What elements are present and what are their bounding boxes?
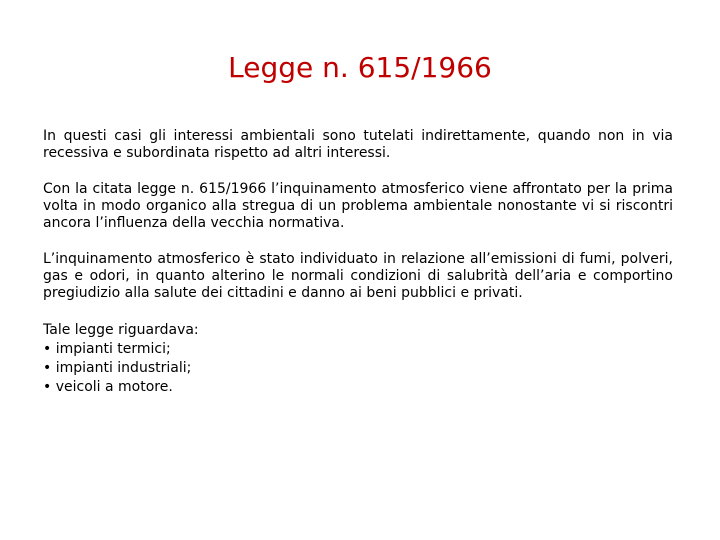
paragraph-1: In questi casi gli interessi ambientali sono tutelati indirettamente, quando non in via recessiva e subordinata rispetto ad altri interessi. xyxy=(43,128,673,161)
list-item: • impianti industriali; xyxy=(43,360,192,376)
paragraph-2: Con la citata legge n. 615/1966 l’inquinamento atmosferico viene affrontato per la prima volta in modo organico alla stregua di un problema ambientale nonostante vi si riscontri ancora l’influenza della vecchia normativa. xyxy=(43,181,673,231)
list-intro: Tale legge riguardava: xyxy=(43,322,199,338)
list-item: • veicoli a motore. xyxy=(43,379,173,395)
slide-title: Legge n. 615/1966 xyxy=(228,51,492,84)
slide-body xyxy=(43,128,673,397)
paragraph-3: L’inquinamento atmosferico è stato individuato in relazione all’emissioni di fumi, polveri, gas e odori, in quanto alterino le normali condizioni di salubrità dell’aria e comportino pregiudizio alla salute dei cittadini e danno ai beni pubblici e privati. xyxy=(43,251,673,301)
list-item: • impianti termici; xyxy=(43,341,171,357)
list-block xyxy=(43,321,673,397)
